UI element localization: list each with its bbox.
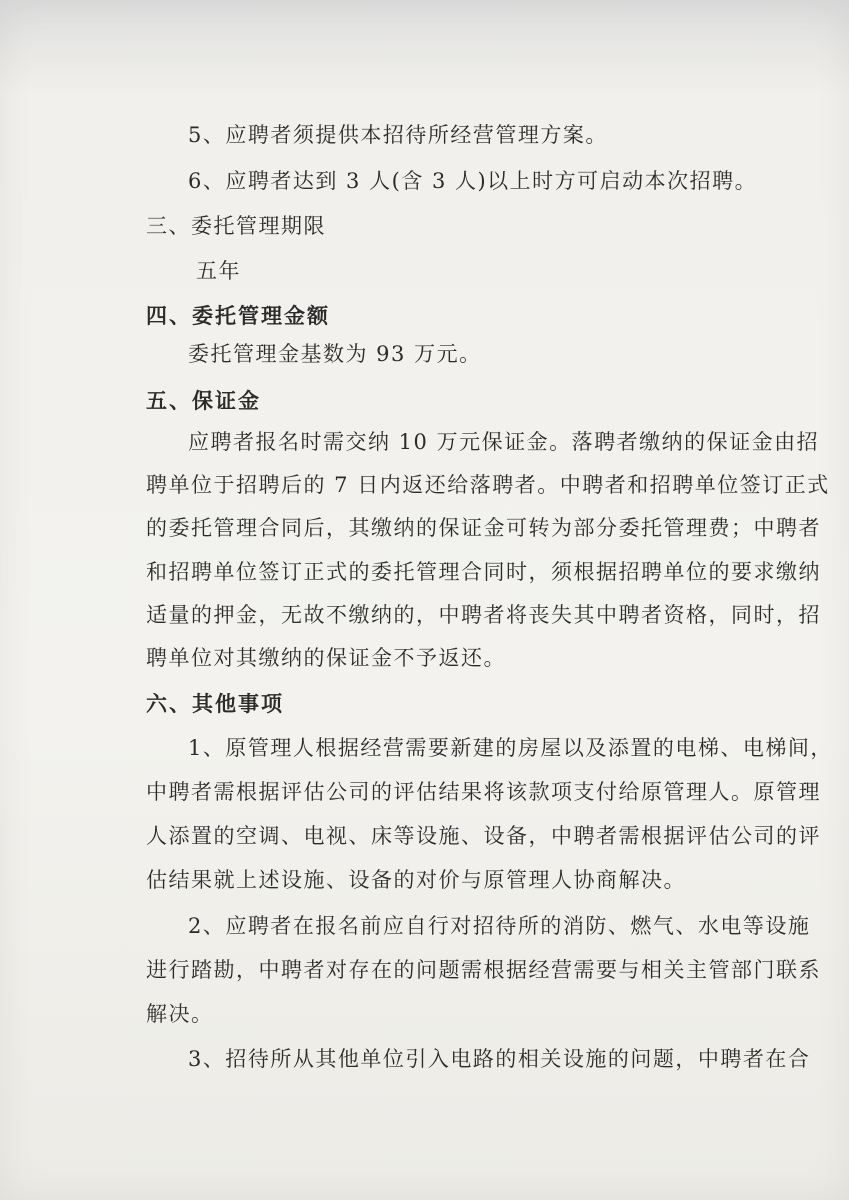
section-6-heading: 六、其他事项 [146, 691, 284, 716]
amount-text: 委托管理金基数为 93 万元。 [188, 342, 482, 366]
section-5-heading: 五、保证金 [146, 388, 261, 413]
other-item-1-line: 人添置的空调、电视、床等设施、设备，中聘者需根据评估公司的评 [146, 824, 821, 848]
section-4-heading: 四、委托管理金额 [146, 303, 330, 328]
other-item-1-line: 估结果就上述设施、设备的对价与原管理人协商解决。 [146, 868, 686, 892]
other-item-2-line: 进行踏勘，中聘者对存在的问题需根据经营需要与相关主管部门联系 [146, 958, 821, 982]
deposit-paragraph-line: 的委托管理合同后，其缴纳的保证金可转为部分委托管理费；中聘者 [146, 516, 821, 540]
other-item-1-line: 1、原管理人根据经营需要新建的房屋以及添置的电梯、电梯间， [188, 736, 833, 760]
deposit-paragraph-line: 适量的押金，无故不缴纳的，中聘者将丧失其中聘者资格，同时，招 [146, 603, 821, 627]
item-5: 5、应聘者须提供本招待所经营管理方案。 [188, 123, 608, 147]
deposit-paragraph-line: 应聘者报名时需交纳 10 万元保证金。落聘者缴纳的保证金由招 [188, 430, 820, 454]
section-3-heading: 三、委托管理期限 [146, 214, 326, 238]
deposit-paragraph-line: 聘单位对其缴纳的保证金不予返还。 [146, 646, 506, 670]
other-item-3-line: 3、招待所从其他单位引入电路的相关设施的问题，中聘者在合 [188, 1047, 811, 1071]
other-item-2-line: 解决。 [146, 1002, 214, 1026]
deposit-paragraph-line: 聘单位于招聘后的 7 日内返还给落聘者。中聘者和招聘单位签订正式 [146, 473, 830, 497]
other-item-2-line: 2、应聘者在报名前应自行对招待所的消防、燃气、水电等设施 [188, 914, 811, 938]
term-value: 五年 [196, 259, 241, 283]
item-6: 6、应聘者达到 3 人(含 3 人)以上时方可启动本次招聘。 [188, 169, 758, 193]
deposit-paragraph-line: 和招聘单位签订正式的委托管理合同时，须根据招聘单位的要求缴纳 [146, 560, 821, 584]
other-item-1-line: 中聘者需根据评估公司的评估结果将该款项支付给原管理人。原管理 [146, 780, 821, 804]
